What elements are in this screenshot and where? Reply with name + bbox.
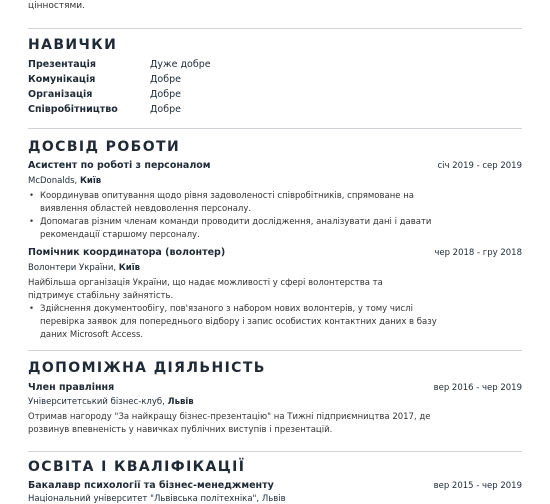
skill-row bbox=[28, 89, 348, 104]
job-dates: січ 2019 - сер 2019 bbox=[437, 161, 522, 171]
section-title-experience: ДОСВІД РОБОТИ bbox=[28, 139, 181, 155]
education-institution: Національний університет "Львівська політехніка", Львів bbox=[28, 494, 286, 504]
skill-level: Добре bbox=[150, 89, 181, 100]
section-divider bbox=[28, 28, 522, 29]
organization-name: Волонтери України bbox=[28, 263, 114, 273]
job-description: Найбільша організація України, що надає можливості у сфері волонтерства та підтримує стабільну зайнятість. bbox=[28, 278, 383, 301]
job-bullets bbox=[28, 303, 438, 342]
job-dates: чер 2018 - гру 2018 bbox=[434, 248, 522, 258]
skill-level: Добре bbox=[150, 104, 181, 115]
list-item: • Допомагав різним членам команди проводити дослідження, аналізувати дані і давати рекомендації старшому персоналу. bbox=[28, 216, 438, 242]
section-title-education: ОСВІТА І КВАЛІФІКАЦІЇ bbox=[28, 459, 246, 475]
list-item: • Координував опитування щодо рівня задоволеності співробітників, спрямоване на виявлення областей невдоволення персоналу. bbox=[28, 190, 438, 216]
job-title: Помічник координатора (волонтер) bbox=[28, 247, 226, 258]
organization-name: McDonalds bbox=[28, 176, 75, 186]
job-organization: McDonalds, Київ bbox=[28, 176, 102, 186]
skill-row bbox=[28, 59, 348, 74]
skill-name: Організація bbox=[28, 89, 93, 100]
activity-organization: Університетський бізнес-клуб, Львів bbox=[28, 397, 194, 407]
job-organization: Волонтери України, Київ bbox=[28, 263, 140, 273]
activity-title: Член правління bbox=[28, 382, 115, 393]
skill-level: Дуже добре bbox=[150, 59, 211, 70]
activity-description: Отримав нагороду "За найкращу бізнес-презентацію" на Тижні підприємництва 2017, де розвинув впевненість у навичках публічних виступів і презентацій. bbox=[28, 412, 431, 435]
skill-name: Співробітництво bbox=[28, 104, 118, 115]
organization-city: Київ bbox=[79, 176, 102, 186]
skill-level: Добре bbox=[150, 74, 181, 85]
section-title-skills: НАВИЧКИ bbox=[28, 37, 118, 53]
previous-paragraph-tail: цінностями. bbox=[28, 1, 86, 11]
organization-name: Університетський бізнес-клуб bbox=[28, 397, 163, 407]
section-divider bbox=[28, 350, 522, 351]
list-item: • Здійснення документообігу, пов'язаного з набором нових волонтерів, у тому числі перевірка заявок для попереднього відбору і запис особистих контактних даних в базу даних Microsoft Access. bbox=[28, 303, 438, 342]
organization-city: Київ bbox=[118, 263, 140, 273]
skill-row bbox=[28, 104, 348, 119]
section-title-activities: ДОПОМІЖНА ДІЯЛЬНІСТЬ bbox=[28, 360, 266, 376]
job-title: Асистент по роботі з персоналом bbox=[28, 160, 211, 171]
section-divider bbox=[28, 451, 522, 452]
education-dates: вер 2015 - чер 2019 bbox=[433, 481, 522, 491]
skill-name: Презентація bbox=[28, 59, 97, 70]
job-bullets bbox=[28, 190, 438, 242]
section-divider bbox=[28, 128, 522, 129]
education-title: Бакалавр психології та бізнес-менеджменту bbox=[28, 480, 274, 491]
skill-name: Комунікація bbox=[28, 74, 96, 85]
organization-city: Львів bbox=[167, 397, 194, 407]
activity-dates: вер 2016 - чер 2019 bbox=[433, 383, 522, 393]
skill-row bbox=[28, 74, 348, 89]
